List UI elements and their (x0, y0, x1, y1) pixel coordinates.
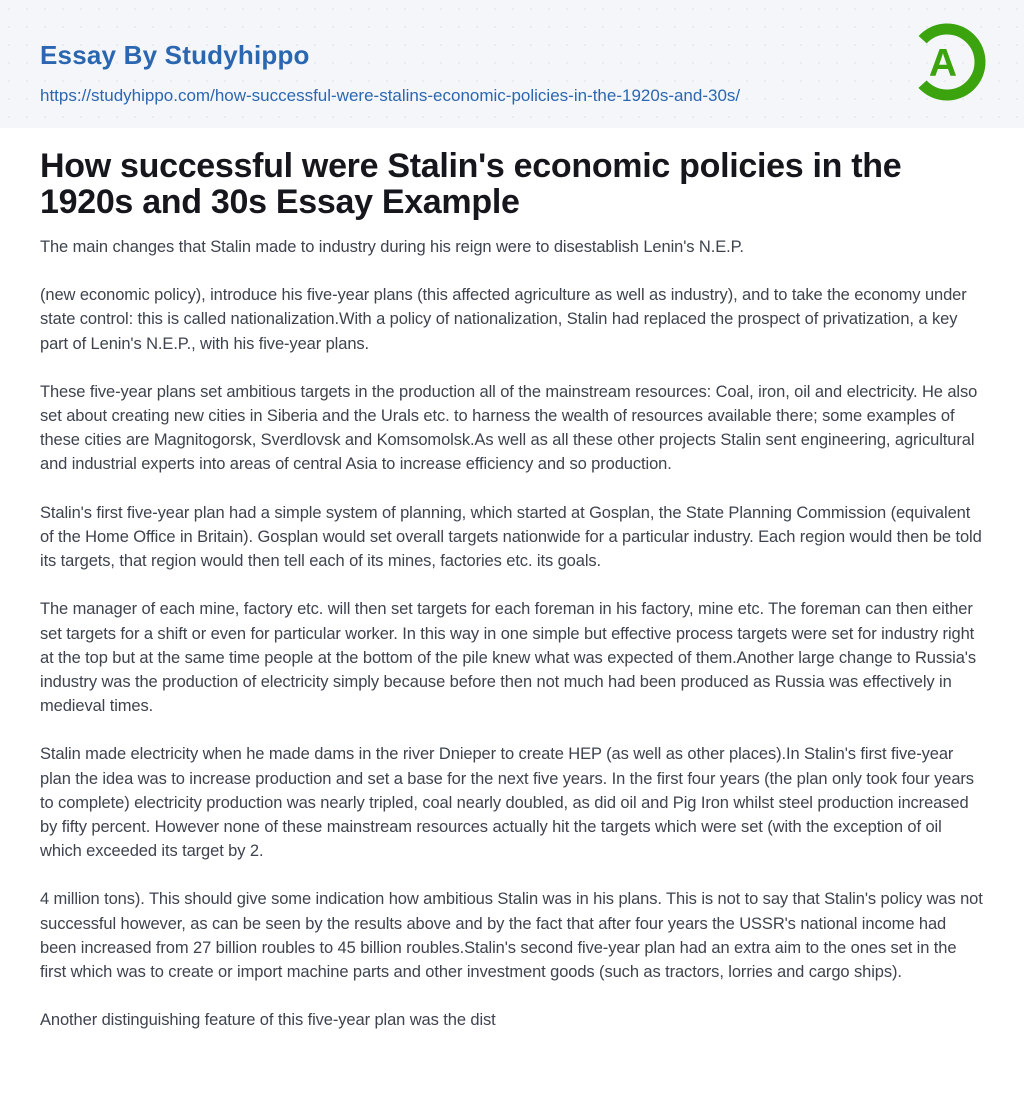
essay-paragraph: Another distinguishing feature of this five-year plan was the dist (40, 1011, 496, 1030)
logo-letter: A (928, 42, 958, 85)
essay-paragraph: These five-year plans set ambitious targets in the production all of the mainstream resources: Coal, iron, oil and electricity. He also set about creating new cities in Siberia and the Urals etc. to harness the wealth of resources available there; some examples of these cities are Magnitogorsk, Sverdlovsk and Komsomolsk.As well as all these other projects Stalin sent engineering, agricultural and industrial experts into areas of central Asia to increase efficiency and so production. (40, 382, 978, 474)
essay-paragraph: Stalin made electricity when he made dams in the river Dnieper to create HEP (as well as other places).In Stalin's first five-year plan the idea was to increase production and set a base for the next five years. In the first four years (the plan only took four years to complete) electricity production was nearly tripled, coal nearly doubled, as did oil and Pig Iron whilst steel production increased by fifty percent. However none of these mainstream resources actually hit the targets which were set (with the exception of oil which exceeded its target by 2. (40, 745, 974, 861)
source-url-link[interactable]: https://studyhippo.com/how-successful-were-stalins-economic-policies-in-the-1920s-and-30s/ (40, 86, 741, 105)
logo-arc-icon (907, 22, 987, 102)
essay-paragraph: The main changes that Stalin made to industry during his reign were to disestablish Lenin's N.E.P. (40, 238, 744, 257)
essay-paragraph: The manager of each mine, factory etc. will then set targets for each foreman in his factory, mine etc. The foreman can then either set targets for a shift or even for particular worker. In this way in one simple but effective process targets were set for industry right at the top but at the same time people at the bottom of the pile knew what was expected of them.Another large change to Russia's industry was the production of electricity simply because before then not much had been produced as Russia was effectively in medieval times. (40, 600, 976, 716)
essay-paragraph: (new economic policy), introduce his five-year plans (this affected agriculture as well as industry), and to take the economy under state control: this is called nationalization.With a policy of nationalization, Stalin had replaced the prospect of privatization, a key part of Lenin's N.E.P., with his five-year plans. (40, 286, 967, 353)
essay-paragraph: Stalin's first five-year plan had a simple system of planning, which started at Gosplan, the State Planning Commission (equivalent of the Home Office in Britain). Gosplan would set overall targets nationwide for a particular industry. Each region would then be told its targets, that region would then tell each of its mines, factories etc. its goals. (40, 503, 982, 571)
site-label: Essay By Studyhippo (40, 40, 310, 70)
studyhippo-logo-icon (907, 22, 987, 102)
page-header (0, 0, 1024, 128)
essay-paragraph: 4 million tons). This should give some indication how ambitious Stalin was in his plans. This is not to say that Stalin's policy was not successful however, as can be seen by the results above and by the fact that after four years the USSR's national income had been increased from 27 billion roubles to 45 billion roubles.Stalin's second five-year plan had an extra aim to the ones set in the first which was to create or import machine parts and other investment goods (such as tractors, lorries and cargo ships). (40, 890, 983, 981)
essay-title: How successful were Stalin's economic policies in the 1920s and 30s Essay Example (40, 147, 902, 222)
essay-content (0, 148, 1024, 1032)
